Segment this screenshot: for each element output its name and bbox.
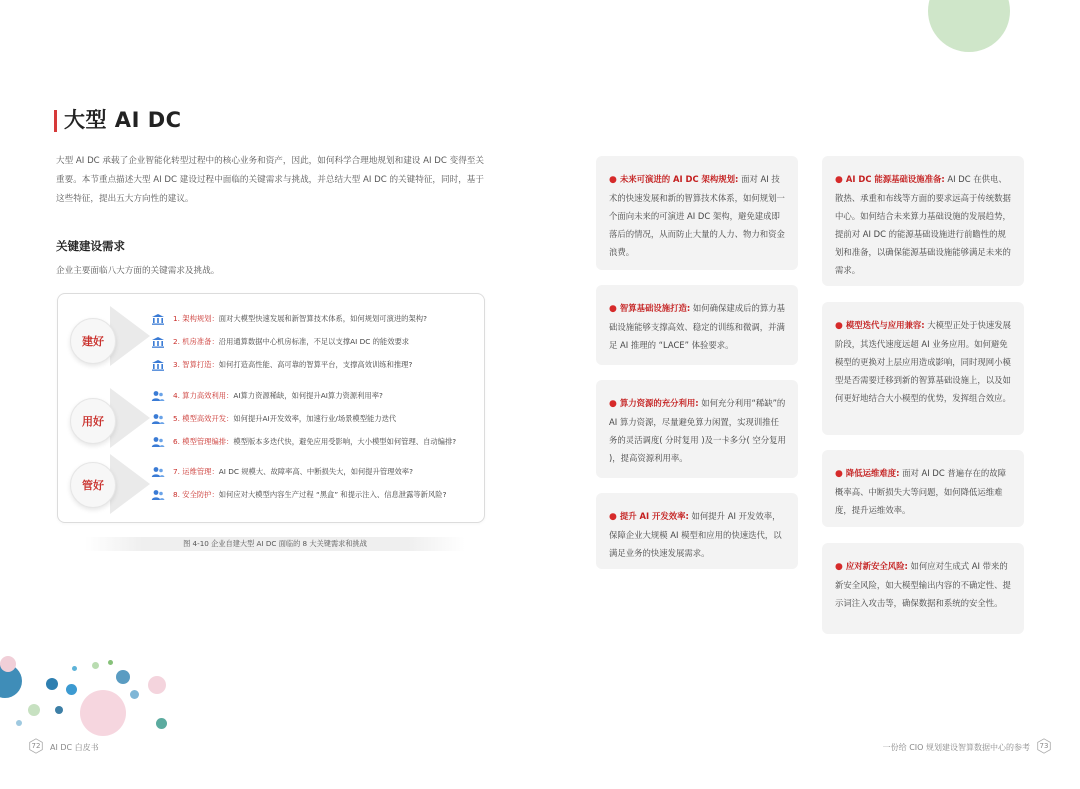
requirement-card: ● 降低运维难度: 面对 AI DC 普遍存在的故障概率高、中断损失大等问题，如何降低运维难度，提升运维效率。 bbox=[822, 450, 1024, 527]
page-number-right: 73 bbox=[1036, 738, 1052, 754]
decorative-circle bbox=[156, 718, 167, 729]
decorative-circle bbox=[66, 684, 77, 695]
decorative-circle bbox=[46, 678, 58, 690]
bullet-dot: ● bbox=[835, 175, 843, 185]
users-icon bbox=[151, 489, 165, 501]
bank-icon bbox=[151, 313, 165, 325]
diagram-item: 3. 智算打造： 如何打造高性能、高可靠的智算平台，支撑高效训练和推理? bbox=[151, 359, 412, 371]
bullet-dot: ● bbox=[835, 469, 843, 479]
decorative-circle bbox=[28, 704, 40, 716]
section-description: 企业主要面临八大方面的关键需求及挑战。 bbox=[56, 266, 220, 276]
page-title: 大型 AI DC bbox=[64, 108, 182, 132]
diagram-item: 2. 机房准备： 沿用通算数据中心机房标准，不足以支撑AI DC 的能效要求 bbox=[151, 336, 409, 348]
decorative-circle bbox=[72, 666, 77, 671]
users-icon bbox=[151, 413, 165, 425]
bank-icon bbox=[151, 359, 165, 371]
bullet-dot: ● bbox=[835, 562, 843, 572]
requirements-diagram bbox=[57, 293, 485, 523]
group-arrow bbox=[110, 454, 150, 514]
group-circle-build: 建好 bbox=[70, 318, 116, 364]
requirement-card: ● AI DC 能源基础设施准备: AI DC 在供电、散热、承重和布线等方面的要求远高于传统数据中心。如何结合未来算力基础设施的发展趋势，提前对 AI DC 的能源基础设施进行前瞻性的规划和准备，以确保能源基础设施能够满足未来的需求。 bbox=[822, 156, 1024, 286]
section-title: 关键建设需求 bbox=[56, 239, 125, 253]
diagram-item: 4. 算力高效利用： AI算力资源稀缺，如何提升AI算力资源利用率? bbox=[151, 390, 383, 402]
intro-paragraph: 大型 AI DC 承载了企业智能化转型过程中的核心业务和资产，因此，如何科学合理地规划和建设 AI DC 变得至关重要。本节重点描述大型 AI DC 建设过程中面临的关键需求与挑战，并总结大型 AI DC 的关键特征，同时，基于这些特征，提出五大方向性的建议。 bbox=[56, 156, 484, 204]
decorative-circle bbox=[108, 660, 113, 665]
decorative-circle bbox=[130, 690, 139, 699]
decorative-circle bbox=[116, 670, 130, 684]
bullet-dot: ● bbox=[609, 304, 617, 314]
group-circle-use: 用好 bbox=[70, 398, 116, 444]
group-arrow bbox=[110, 388, 150, 448]
page-number-left: 72 bbox=[28, 738, 44, 754]
diagram-item: 8. 安全防护： 如何应对大模型内容生产过程 “黑盒” 和提示注入、信息泄露等新风险? bbox=[151, 489, 446, 501]
requirement-card: ● 模型迭代与应用兼容: 大模型正处于快速发展阶段，其迭代速度远超 AI 业务应用。如何避免模型的更换对上层应用造成影响，同时现网小模型是否需要迁移到新的智算基础设施上，以及如何更好地结合大小模型的优势，发挥组合效应。 bbox=[822, 302, 1024, 435]
decorative-circle bbox=[16, 720, 22, 726]
group-arrow bbox=[110, 306, 150, 366]
bullet-dot: ● bbox=[609, 399, 617, 409]
decorative-circle-top-right bbox=[928, 0, 1010, 52]
bullet-dot: ● bbox=[609, 175, 617, 185]
requirement-card: ● 应对新安全风险: 如何应对生成式 AI 带来的新安全风险，如大模型输出内容的不确定性、提示词注入攻击等，确保数据和系统的安全性。 bbox=[822, 543, 1024, 634]
diagram-item: 5. 模型高效开发： 如何提升AI开发效率，加速行业/场景模型能力迭代 bbox=[151, 413, 396, 425]
footer-book-title: AI DC 白皮书 bbox=[50, 743, 99, 752]
users-icon bbox=[151, 436, 165, 448]
decorative-circle bbox=[55, 706, 63, 714]
decorative-circle bbox=[148, 676, 166, 694]
figure-caption: 图 4-10 企业自建大型 AI DC 面临的 8 大关键需求和挑战 bbox=[85, 537, 465, 551]
decorative-circle bbox=[92, 662, 99, 669]
users-icon bbox=[151, 390, 165, 402]
decorative-circle bbox=[80, 690, 126, 736]
bullet-dot: ● bbox=[835, 321, 843, 331]
group-circle-manage: 管好 bbox=[70, 462, 116, 508]
diagram-item: 1. 架构规划： 面对大模型快速发展和新智算技术体系，如何规划可演进的架构? bbox=[151, 313, 427, 325]
requirement-card: ● 智算基础设施打造: 如何确保建成后的算力基础设施能够支撑高效、稳定的训练和微调，并满足 AI 推理的 “LACE” 体验要求。 bbox=[596, 285, 798, 365]
title-accent-bar bbox=[54, 110, 57, 132]
requirement-card: ● 提升 AI 开发效率: 如何提升 AI 开发效率，保障企业大规模 AI 模型和应用的快速迭代，以满足业务的快速发展需求。 bbox=[596, 493, 798, 569]
users-icon bbox=[151, 466, 165, 478]
requirement-card: ● 算力资源的充分利用: 如何充分利用“稀缺”的 AI 算力资源，尽量避免算力闲置，实现训推任务的灵活调度( 分时复用 )及一卡多分( 空分复用 )，提高资源利用率。 bbox=[596, 380, 798, 478]
footer-subtitle: 一份给 CIO 规划建设智算数据中心的参考 bbox=[882, 743, 1030, 752]
diagram-item: 7. 运维管理： AI DC 规模大、故障率高、中断损失大，如何提升管理效率? bbox=[151, 466, 413, 478]
decorative-circle bbox=[0, 656, 16, 672]
bank-icon bbox=[151, 336, 165, 348]
requirement-card: ● 未来可演进的 AI DC 架构规划: 面对 AI 技术的快速发展和新的智算技术体系，如何规划一个面向未来的可演进 AI DC 架构，避免建成即落后的情况，从而防止大量的人力、物力和资金浪费。 bbox=[596, 156, 798, 270]
diagram-item: 6. 模型管理编排： 模型版本多迭代快，避免应用受影响，大小模型如何管理、自动编排? bbox=[151, 436, 456, 448]
bullet-dot: ● bbox=[609, 512, 617, 522]
